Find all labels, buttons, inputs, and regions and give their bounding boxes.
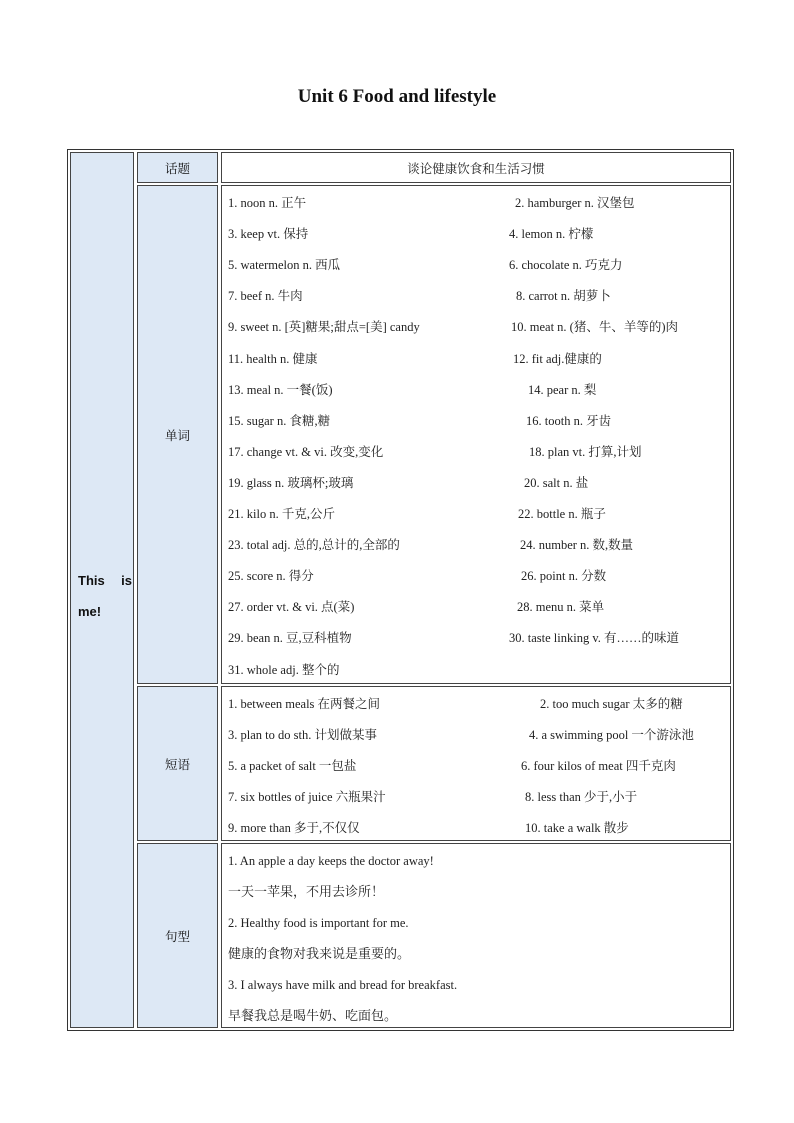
list-item: 3. keep vt. 保持 (228, 227, 309, 242)
vocabulary-table (67, 149, 734, 1031)
list-item: 26. point n. 分数 (521, 569, 607, 584)
list-item: 8. carrot n. 胡萝卜 (516, 289, 611, 304)
list-item: 22. bottle n. 瓶子 (518, 507, 606, 521)
list-item: 6. chocolate n. 巧克力 (509, 258, 623, 273)
list-item: 13. meal n. 一餐(饭) (228, 382, 333, 397)
sentence-chinese: 早餐我总是喝牛奶、吃面包。 (228, 1009, 398, 1024)
list-item: 1. between meals 在两餐之间 (228, 697, 381, 711)
list-row (222, 720, 730, 751)
side-label-word-1: This (78, 573, 105, 588)
list-item: 11. health n. 健康 (228, 351, 318, 366)
list-item: 2. too much sugar 太多的糖 (540, 697, 683, 711)
sentence-chinese: 健康的食物对我来说是重要的。 (228, 947, 411, 962)
list-item: 9. sweet n. [英]糖果;甜点=[美] candy (228, 320, 420, 335)
side-label-cell (70, 152, 134, 1028)
list-row (222, 499, 730, 530)
side-label-word-2: is (121, 573, 132, 588)
list-item: 20. salt n. 盐 (524, 475, 589, 490)
list-row (222, 406, 730, 437)
list-item: 2. hamburger n. 汉堡包 (515, 196, 635, 210)
sentence-english: 2. Healthy food is important for me. (228, 916, 409, 930)
list-item: 21. kilo n. 千克,公斤 (228, 507, 335, 521)
sentence-english: 3. I always have milk and bread for breakfast. (228, 978, 458, 992)
list-item: 17. change vt. & vi. 改变,变化 (228, 444, 384, 459)
sentence-english: 1. An apple a day keeps the doctor away! (228, 854, 434, 868)
list-row (222, 592, 730, 623)
list-row (222, 689, 730, 720)
list-item: 18. plan vt. 打算,计划 (529, 444, 642, 459)
list-row (222, 250, 730, 281)
list-item: 27. order vt. & vi. 点(菜) (228, 600, 355, 615)
side-label (78, 565, 132, 627)
words-header: 单词 (137, 185, 218, 684)
list-row (222, 281, 730, 312)
list-row (222, 655, 730, 686)
list-row (222, 782, 730, 813)
list-item: 7. beef n. 牛肉 (228, 289, 303, 304)
sentence-chinese: 一天一苹果，不用去诊所！ (228, 885, 385, 900)
list-item: 7. six bottles of juice 六瓶果汁 (228, 790, 386, 804)
list-item: 14. pear n. 梨 (528, 382, 597, 397)
list-row (222, 188, 730, 219)
list-row (222, 751, 730, 782)
list-item: 5. watermelon n. 西瓜 (228, 258, 341, 273)
list-item: 10. take a walk 散步 (525, 821, 629, 835)
list-row (222, 813, 730, 844)
list-item: 4. a swimming pool 一个游泳池 (529, 728, 694, 742)
list-item: 29. bean n. 豆,豆科植物 (228, 631, 352, 646)
list-item: 5. a packet of salt 一包盐 (228, 759, 357, 773)
list-item: 25. score n. 得分 (228, 569, 314, 584)
topic-header: 话题 (137, 152, 218, 183)
list-item: 3. plan to do sth. 计划做某事 (228, 728, 377, 742)
list-row (222, 219, 730, 250)
list-item: 15. sugar n. 食糖,糖 (228, 413, 331, 428)
list-item: 1. noon n. 正午 (228, 196, 307, 210)
list-row (222, 437, 730, 468)
list-item: 19. glass n. 玻璃杯;玻璃 (228, 475, 354, 490)
phrases-header: 短语 (137, 686, 218, 841)
side-label-word-3: me! (78, 604, 102, 619)
words-content (221, 185, 731, 684)
list-row (222, 530, 730, 561)
list-item: 30. taste linking v. 有……的味道 (509, 631, 680, 646)
list-item: 24. number n. 数,数量 (520, 538, 634, 553)
list-item: 10. meat n. (猪、牛、羊等的)肉 (511, 320, 678, 335)
list-item: 6. four kilos of meat 四千克肉 (521, 759, 676, 773)
list-item: 12. fit adj.健康的 (513, 351, 602, 366)
list-row (222, 375, 730, 406)
topic-value: 谈论健康饮食和生活习惯 (221, 152, 731, 183)
list-item: 23. total adj. 总的,总计的,全部的 (228, 538, 400, 553)
sentences-content (221, 843, 731, 1028)
list-item: 31. whole adj. 整个的 (228, 662, 340, 677)
list-row (222, 312, 730, 343)
list-item: 8. less than 少于,小于 (525, 790, 638, 804)
sentences-header: 句型 (137, 843, 218, 1028)
list-item: 16. tooth n. 牙齿 (526, 413, 612, 428)
list-item: 28. menu n. 菜单 (517, 600, 605, 615)
list-item: 9. more than 多于,不仅仅 (228, 821, 360, 835)
list-row (222, 344, 730, 375)
list-item: 4. lemon n. 柠檬 (509, 227, 594, 242)
page-title: Unit 6 Food and lifestyle (297, 86, 497, 107)
phrases-content (221, 686, 731, 841)
list-row (222, 561, 730, 592)
list-row (222, 623, 730, 654)
list-row (222, 468, 730, 499)
